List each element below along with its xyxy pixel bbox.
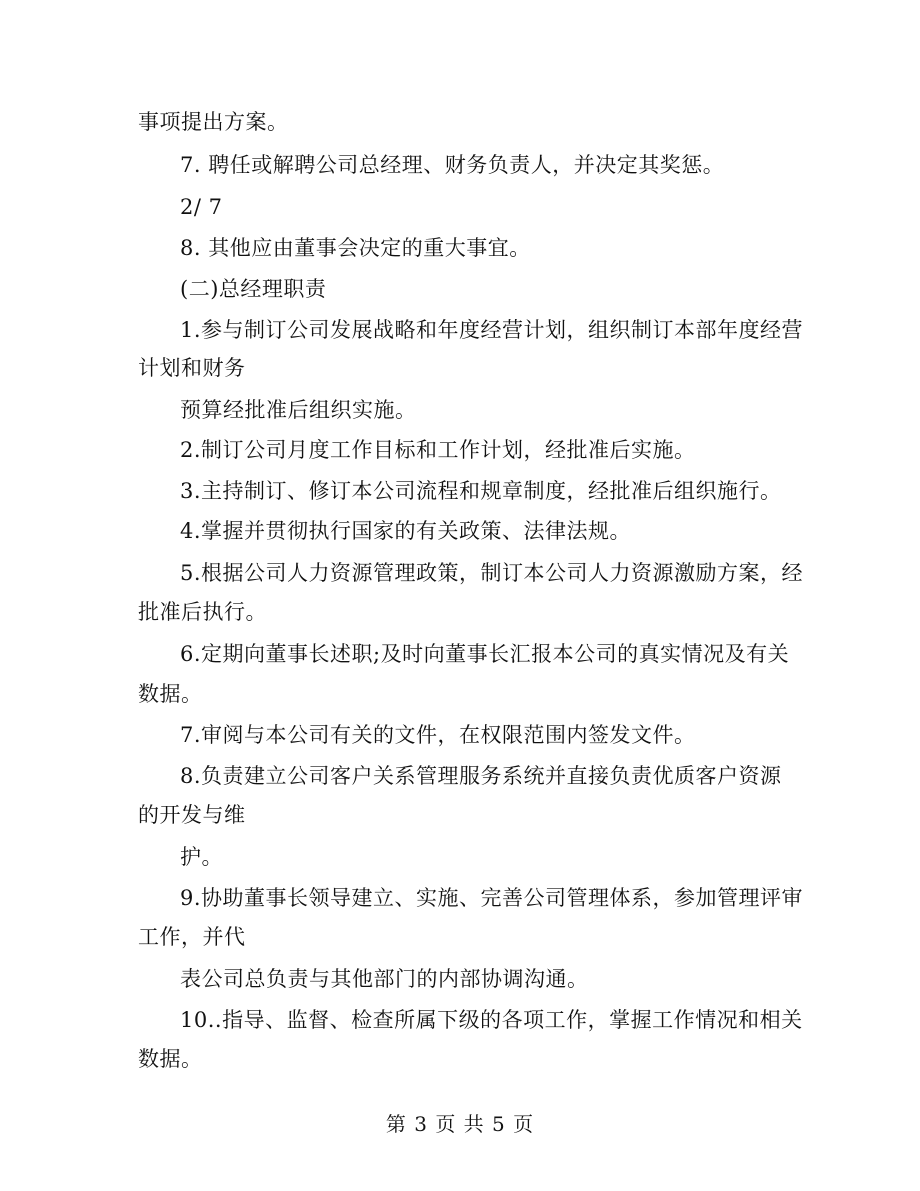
text-line-wrap: 数据。 [138,682,203,706]
text-line-item-8b: 8.负责建立公司客户关系管理服务系统并直接负责优质客户资源 [180,764,782,788]
text-line-item-8: 8. 其他应由董事会决定的重大事宜。 [180,236,531,260]
text-line-wrap: 计划和财务 [138,356,246,380]
text-line-wrap: 批准后执行。 [138,600,267,624]
text-line-item-6: 6.定期向董事长述职;及时向董事长汇报本公司的真实情况及有关 [180,642,790,666]
text-line-item-4: 4.掌握并贯彻执行国家的有关政策、法律法规。 [180,519,632,543]
page-footer: 第 3 页 共 5 页 [385,1112,535,1136]
text-line-item-3: 3.主持制订、修订本公司流程和规章制度，经批准后组织施行。 [180,479,782,503]
text-line-item-1: 1.参与制订公司发展战略和年度经营计划，组织制订本部年度经营 [180,318,804,342]
text-line-item-7: 7. 聘任或解聘公司总经理、财务负责人，并决定其奖惩。 [180,153,725,177]
text-line-wrap: 护。 [180,845,223,869]
text-line-wrap: 表公司总负责与其他部门的内部协调沟通。 [180,967,589,991]
text-line-wrap: 的开发与维 [138,803,246,827]
text-line-item-7b: 7.审阅与本公司有关的文件，在权限范围内签发文件。 [180,723,696,747]
page-marker: 2/ 7 [180,195,223,219]
text-line-item-10: 10..指导、监督、检查所属下级的各项工作，掌握工作情况和相关 [180,1008,803,1032]
section-heading: (二)总经理职责 [180,277,327,301]
text-line-wrap: 预算经批准后组织实施。 [180,398,417,422]
text-line-continuation: 事项提出方案。 [138,110,289,134]
text-line-item-9: 9.协助董事长领导建立、实施、完善公司管理体系，参加管理评审 [180,886,804,910]
text-line-item-2: 2.制订公司月度工作目标和工作计划，经批准后实施。 [180,438,696,462]
text-line-item-5: 5.根据公司人力资源管理政策，制订本公司人力资源激励方案，经 [180,561,804,585]
text-line-wrap: 工作，并代 [138,925,246,949]
text-line-wrap: 数据。 [138,1047,203,1071]
